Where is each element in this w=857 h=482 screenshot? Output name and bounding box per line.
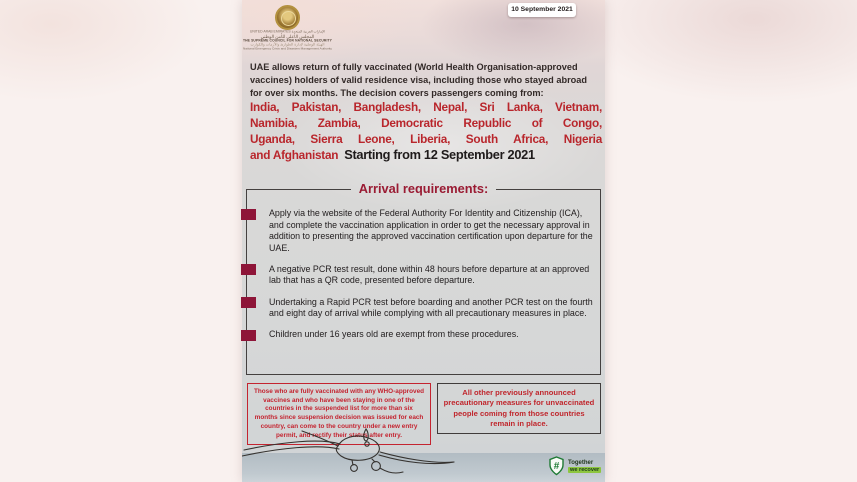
arrival-requirements-title: Arrival requirements: bbox=[358, 181, 489, 196]
airplane-sketch-icon bbox=[242, 428, 492, 482]
org-en-3: National Emergency Crisis and Disasters Management Authority bbox=[243, 47, 332, 51]
shield-icon bbox=[548, 456, 565, 476]
together-we-recover-logo bbox=[548, 456, 601, 476]
we-recover-label: we recover bbox=[570, 466, 600, 473]
together-logo-text bbox=[568, 460, 601, 473]
requirements-list bbox=[247, 196, 600, 341]
org-ar-2: المجلس الأعلى للأمن الوطني bbox=[260, 34, 315, 40]
country-line: Namibia, Zambia, Democratic Republic of Congo, bbox=[250, 116, 602, 130]
announcement-intro: UAE allows return of fully vaccinated (World Health Organisation-approved vaccines) holders of valid residence visa, including those who stayed abroad for over six months. The decision covers passengers coming from: bbox=[250, 62, 587, 99]
country-line: India, Pakistan, Bangladesh, Nepal, Sri Lanka, Vietnam, bbox=[250, 100, 602, 114]
requirement-item: Children under 16 years old are exempt from these procedures. bbox=[269, 329, 595, 341]
starting-date: Starting from 12 September 2021 bbox=[344, 147, 535, 162]
uae-emblem-icon bbox=[275, 5, 300, 30]
together-label: Together bbox=[568, 459, 594, 466]
svg-text:#: # bbox=[553, 461, 560, 472]
infographic-panel bbox=[242, 0, 605, 482]
requirement-item: Undertaking a Rapid PCR test before boarding and another PCR test on the fourth and eight day of arrival while complying with all precautionary measures in place. bbox=[269, 297, 595, 320]
country-last-line bbox=[250, 147, 602, 163]
country-list bbox=[250, 99, 602, 163]
org-en-1: UNITED ARAB EMIRATES bbox=[249, 30, 291, 35]
org-ar-3: الهيئة الوطنية لإدارة الطوارئ والأزمات والكوارث bbox=[250, 42, 325, 47]
date-badge: 10 September 2021 bbox=[508, 3, 576, 17]
country-line: Uganda, Sierra Leone, Liberia, South Africa, Nigeria bbox=[250, 132, 602, 146]
unvaccinated-note-box: All other previously announced precautionary measures for unvaccinated people coming from those countries remain in place. bbox=[437, 383, 601, 434]
requirement-item: Apply via the website of the Federal Authority For Identity and Citizenship (ICA), and complete the vaccination application in order to get the necessary approval in addition to presenting the approved vaccination certification upon departure for the UAE. bbox=[269, 208, 595, 254]
org-en-2: THE SUPREME COUNCIL FOR NATIONAL SECURITY bbox=[242, 39, 333, 43]
organisation-header bbox=[242, 30, 334, 50]
org-ar-1: الإمارات العربية المتحدة bbox=[291, 30, 326, 35]
country-line: and Afghanistan bbox=[250, 148, 339, 162]
arrival-requirements-box bbox=[246, 182, 601, 375]
vaccinated-note-box: Those who are fully vaccinated with any WHO-approved vaccines and who have been staying in one of the countries in the suspended list for more than six months since suspension decision was issued for each country, can come to the country under a new entry permit, and rectify their status after entry. bbox=[247, 383, 431, 445]
requirement-item: A negative PCR test result, done within 48 hours before departure at an approved lab that has a QR code, presented before departure. bbox=[269, 264, 595, 287]
